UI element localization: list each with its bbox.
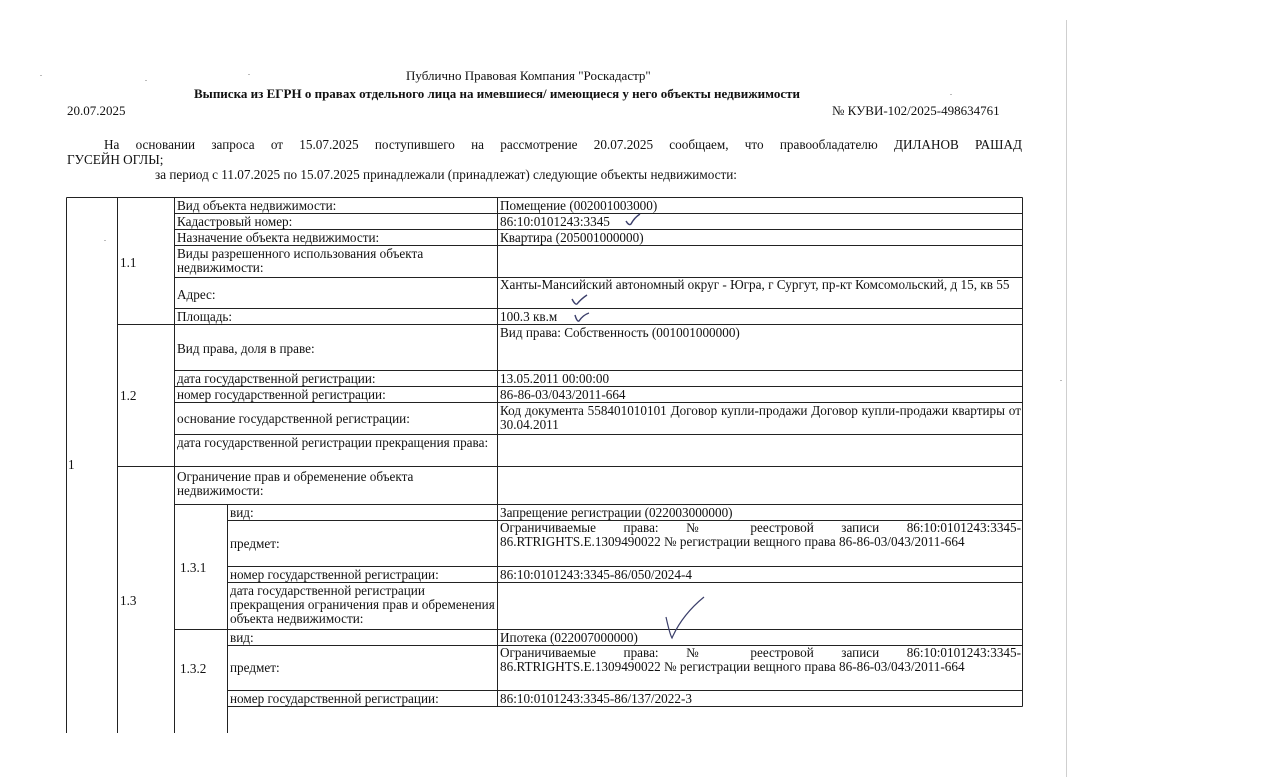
field-value: Запрещение регистрации (022003000000): [500, 505, 733, 520]
area-value: 100.3 кв.м: [500, 309, 558, 324]
document-date: 20.07.2025: [67, 103, 126, 118]
field-value: Ограничиваемые права: № реестровой записи 86:10:0101243:3345-86.RTRIGHTS.E.1309490022 № регистрации вещного права 86-86-03/043/2011-664: [500, 520, 1021, 549]
checkmark-icon: [660, 595, 708, 643]
section-number-1-1: 1.1: [120, 255, 137, 270]
scan-speck: [145, 80, 147, 81]
company-name: Публично Правовая Компания "Роскадастр": [406, 68, 651, 83]
field-value: 86:10:0101243:3345-86/137/2022-3: [500, 691, 692, 706]
scan-speck: [950, 94, 952, 95]
checkmark-icon: [624, 212, 644, 228]
field-label: Кадастровый номер:: [177, 214, 293, 229]
section-number-1-3: 1.3: [120, 593, 137, 608]
row-number: 1: [68, 457, 75, 472]
subsection-number-1-3-2: 1.3.2: [180, 661, 207, 676]
field-value: Помещение (002001003000): [500, 198, 658, 213]
document-title: Выписка из ЕГРН о правах отдельного лица на имевшиеся/ имеющиеся у него объекты недвижимости: [194, 86, 800, 101]
field-value: 86:10:0101243:3345-86/050/2024-4: [500, 567, 692, 582]
scan-margin-line: [1066, 20, 1067, 777]
field-label: Вид права, доля в праве:: [177, 341, 315, 356]
field-label: дата государственной регистрации:: [177, 371, 376, 386]
address-value: Ханты-Мансийский автономный округ - Югра, г Сургут, пр-кт Комсомольский, д 15, кв 55: [500, 277, 1010, 292]
document-number: № КУВИ-102/2025-498634761: [832, 103, 1000, 118]
field-value: 86-86-03/043/2011-664: [500, 387, 626, 402]
field-label: номер государственной регистрации:: [230, 691, 439, 706]
field-label: Вид объекта недвижимости:: [177, 198, 337, 213]
intro-line-2: ГУСЕЙН ОГЛЫ;: [67, 152, 164, 167]
section-number-1-2: 1.2: [120, 388, 137, 403]
field-label: дата государственной регистрации прекращения права:: [177, 435, 489, 450]
field-value: Ограничиваемые права: № реестровой записи 86:10:0101243:3345-86.RTRIGHTS.E.1309490022 № регистрации вещного права 86-86-03/043/2011-664: [500, 645, 1021, 674]
cadastral-number-value: 86:10:0101243:3345: [500, 214, 610, 229]
field-label: предмет:: [230, 660, 280, 675]
intro-line-3: за период с 11.07.2025 по 15.07.2025 принадлежали (принадлежат) следующие объекты недвижимости:: [155, 167, 737, 182]
field-label: вид:: [230, 630, 254, 645]
field-value: Вид права: Собственность (001001000000): [500, 325, 740, 340]
field-label: основание государственной регистрации:: [177, 411, 410, 426]
field-label: Виды разрешенного использования объекта недвижимости:: [177, 246, 424, 275]
scan-speck: [104, 240, 106, 241]
field-value: Ипотека (022007000000): [500, 630, 638, 645]
field-label: дата государственной регистрации прекращения ограничения прав и обременения объекта недвижимости:: [230, 583, 495, 626]
field-label: предмет:: [230, 536, 280, 551]
field-label: Площадь:: [177, 309, 233, 324]
field-label: номер государственной регистрации:: [230, 567, 439, 582]
field-label: Назначение объекта недвижимости:: [177, 230, 380, 245]
checkmark-icon: [572, 310, 592, 324]
scan-speck: [248, 74, 250, 75]
checkmark-icon: [570, 293, 590, 307]
field-label: вид:: [230, 505, 254, 520]
field-value: Квартира (205001000000): [500, 230, 644, 245]
field-value: Код документа 558401010101 Договор купли-продажи Договор купли-продажи квартиры от 30.04.2011: [500, 403, 1021, 432]
intro-line-1: На основании запроса от 15.07.2025 поступившего на рассмотрение 20.07.2025 сообщаем, что правообладателю ДИЛАНОВ РАШАД: [104, 137, 1022, 152]
scan-speck: [40, 75, 42, 76]
field-label: номер государственной регистрации:: [177, 387, 386, 402]
scan-speck: [1060, 380, 1062, 381]
field-label: Адрес:: [177, 287, 216, 302]
field-label: Ограничение прав и обременение объекта недвижимости:: [177, 469, 414, 498]
field-value: 13.05.2011 00:00:00: [500, 371, 610, 386]
subsection-number-1-3-1: 1.3.1: [180, 560, 207, 575]
